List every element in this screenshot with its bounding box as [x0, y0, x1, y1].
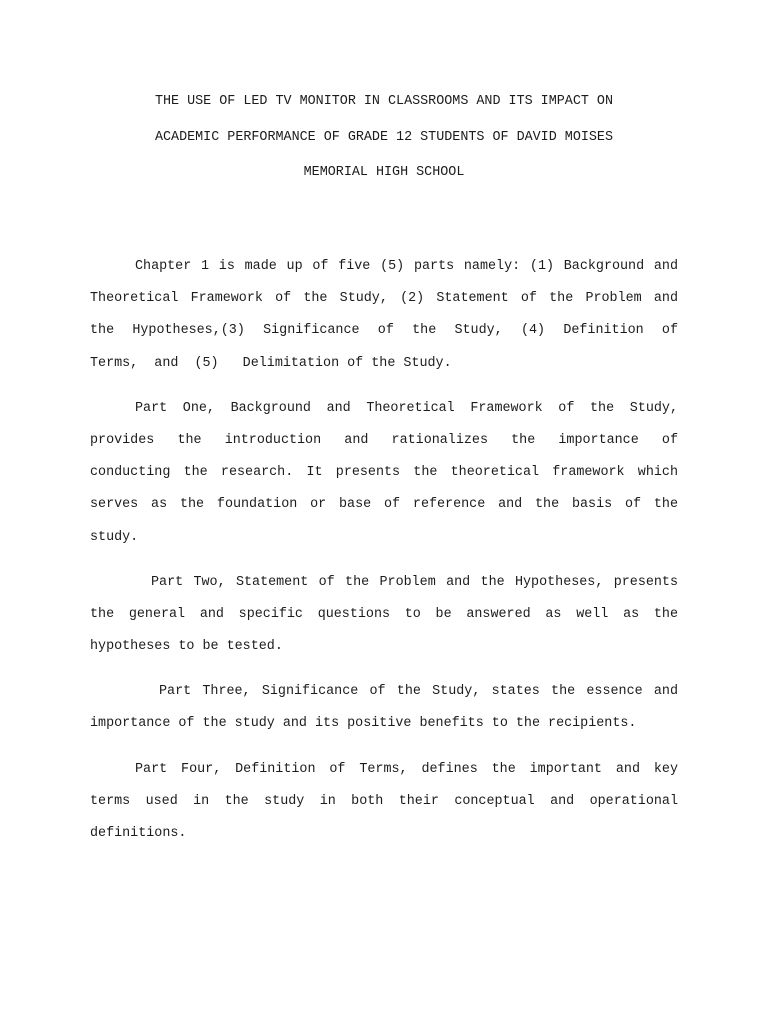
- title-line: THE USE OF LED TV MONITOR IN CLASSROOMS AND ITS IMPACT ON: [154, 94, 614, 109]
- paragraph-part-three: [90, 676, 678, 740]
- text-line: serves as the foundation or base of reference and the basis of the: [90, 497, 678, 513]
- text-line: Part One, Background and Theoretical Framework of the Study,: [135, 400, 678, 416]
- title-line: MEMORIAL HIGH SCHOOL: [303, 165, 465, 180]
- text-line: Chapter 1 is made up of five (5) parts namely: (1) Background and: [135, 259, 678, 274]
- text-line: provides the introduction and rationalizes the importance of: [90, 432, 678, 448]
- paragraph-part-two: [90, 567, 678, 664]
- text-line: terms used in the study in both their conceptual and operational: [90, 793, 678, 809]
- text-line: Terms, and (5) Delimitation of the Study.: [90, 355, 452, 371]
- text-line: definitions.: [90, 826, 187, 841]
- paragraph-part-one: [90, 393, 678, 554]
- paragraph-part-four: [90, 754, 678, 851]
- text-line: the general and specific questions to be answered as well as the: [90, 606, 678, 622]
- text-line: study.: [90, 529, 139, 545]
- text-line: Part Two, Statement of the Problem and the Hypotheses, presents: [151, 574, 678, 590]
- text-line: Part Three, Significance of the Study, states the essence and: [159, 684, 678, 700]
- document-title: [90, 84, 678, 191]
- paragraph-chapter-overview: [90, 251, 678, 380]
- text-line: importance of the study and its positive benefits to the recipients.: [90, 716, 637, 732]
- document-body: [90, 251, 678, 850]
- text-line: the Hypotheses,(3) Significance of the Study, (4) Definition of: [90, 323, 678, 339]
- text-line: Theoretical Framework of the Study, (2) Statement of the Problem and: [90, 291, 678, 307]
- title-line: ACADEMIC PERFORMANCE OF GRADE 12 STUDENTS OF DAVID MOISES: [154, 129, 614, 145]
- text-line: conducting the research. It presents the theoretical framework which: [90, 465, 678, 481]
- text-line: hypotheses to be tested.: [90, 639, 283, 655]
- text-line: Part Four, Definition of Terms, defines the important and key: [135, 761, 678, 777]
